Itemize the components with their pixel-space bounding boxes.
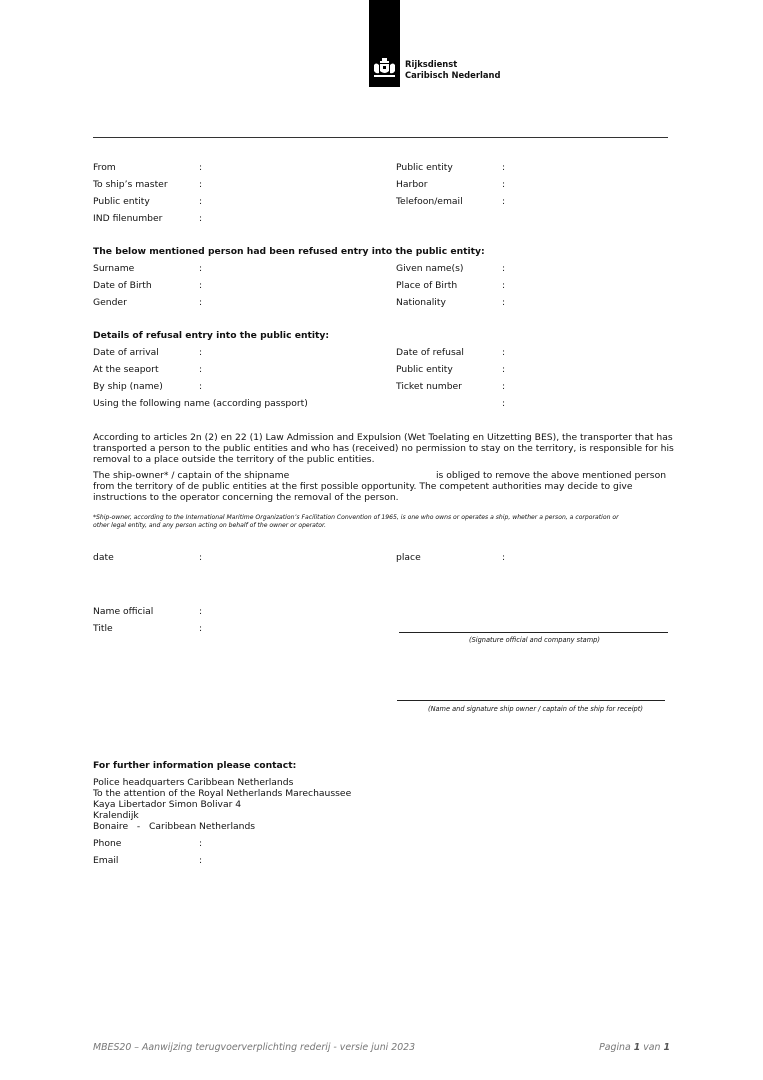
colon: :	[502, 347, 506, 358]
legal-footnote	[93, 514, 619, 530]
label-ind-filenumber: IND filenumber	[93, 213, 163, 224]
legal-p2-line3: instructions to the operator concerning the removal of the person.	[93, 492, 399, 503]
colon: :	[199, 196, 203, 207]
legal-p2-line1a: The ship-owner* / captain of the shipname	[93, 470, 290, 481]
label-email: Email	[93, 855, 119, 866]
page-middle: van	[643, 1042, 661, 1053]
colon: :	[199, 213, 203, 224]
label-date-of-refusal: Date of refusal	[396, 347, 464, 358]
footer-page-number	[599, 1042, 670, 1053]
label-public-entity-right: Public entity	[396, 162, 453, 173]
page-total: 1	[663, 1042, 670, 1053]
label-surname: Surname	[93, 263, 135, 274]
legal-p1-line1: According to articles 2n (2) en 22 (1) Law Admission and Expulsion (Wet Toelating en Uitzetting BES), the transporter that has	[93, 432, 673, 443]
label-public-entity: Public entity	[93, 196, 150, 207]
signature-caption-official: (Signature official and company stamp)	[469, 636, 600, 644]
legal-p2-line2: from the territory of de public entities at the first possible opportunity. The competent authorities may decide to give	[93, 481, 633, 492]
colon: :	[502, 364, 506, 375]
colon: :	[199, 552, 203, 563]
contact-line2: To the attention of the Royal Netherlands Marechaussee	[93, 788, 352, 799]
contact-heading: For further information please contact:	[93, 760, 297, 771]
legal-p2-line1b: is obliged to remove the above mentioned person	[436, 470, 667, 481]
legal-p1-line3: removal to a place outside the territory of the public entities.	[93, 454, 375, 465]
colon: :	[199, 297, 203, 308]
colon: :	[502, 179, 506, 190]
colon: :	[199, 179, 203, 190]
legal-paragraph-2	[93, 481, 673, 503]
legal-paragraph-1	[93, 432, 673, 465]
colon: :	[199, 280, 203, 291]
label-place-of-birth: Place of Birth	[396, 280, 458, 291]
refusal-section-heading: Details of refusal entry into the public entity:	[93, 330, 330, 341]
label-by-ship: By ship (name)	[93, 381, 163, 392]
org-name-line2: Caribisch Nederland	[405, 70, 501, 80]
org-name-line1: Rijksdienst	[405, 59, 458, 69]
footer-doc-title: MBES20 – Aanwijzing terugvoerverplichting rederij - versie juni 2023	[93, 1042, 416, 1053]
label-harbor: Harbor	[396, 179, 428, 190]
label-ticket-number: Ticket number	[396, 381, 462, 392]
label-title: Title	[93, 623, 113, 634]
label-date-of-arrival: Date of arrival	[93, 347, 159, 358]
footnote-line2: other legal entity, and any person acting on behalf of the owner or operator.	[93, 522, 326, 529]
colon: :	[199, 347, 203, 358]
label-at-the-seaport: At the seaport	[93, 364, 159, 375]
contact-line5: Bonaire - Caribbean Netherlands	[93, 821, 256, 832]
colon: :	[199, 606, 203, 617]
label-place: place	[396, 552, 421, 563]
coat-of-arms-icon	[372, 58, 397, 78]
label-nationality: Nationality	[396, 297, 446, 308]
page-prefix: Pagina	[599, 1042, 631, 1053]
colon: :	[502, 381, 506, 392]
label-using-name: Using the following name (according passport)	[93, 398, 308, 409]
colon: :	[199, 364, 203, 375]
signature-line-captain	[397, 700, 665, 701]
label-from: From	[93, 162, 116, 173]
contact-line3: Kaya Libertador Simon Bolivar 4	[93, 799, 242, 810]
label-to-ship-master: To ship’s master	[93, 179, 168, 190]
label-date: date	[93, 552, 114, 563]
label-phone: Phone	[93, 838, 122, 849]
colon: :	[502, 196, 506, 207]
label-given-names: Given name(s)	[396, 263, 464, 274]
colon: :	[199, 838, 203, 849]
label-public-entity-refusal: Public entity	[396, 364, 453, 375]
person-section-heading: The below mentioned person had been refused entry into the public entity:	[93, 246, 485, 257]
colon: :	[502, 552, 506, 563]
colon: :	[199, 381, 203, 392]
page-number: 1	[633, 1042, 641, 1053]
label-name-official: Name official	[93, 606, 154, 617]
label-date-of-birth: Date of Birth	[93, 280, 152, 291]
colon: :	[199, 623, 203, 634]
label-gender: Gender	[93, 297, 127, 308]
contact-line1: Police headquarters Caribbean Netherlands	[93, 777, 294, 788]
contact-address	[93, 777, 673, 832]
colon: :	[199, 162, 203, 173]
colon: :	[199, 855, 203, 866]
colon: :	[502, 280, 506, 291]
colon: :	[502, 162, 506, 173]
label-telefoon-email: Telefoon/email	[396, 196, 463, 207]
colon: :	[199, 263, 203, 274]
colon: :	[502, 263, 506, 274]
organization-name	[405, 59, 500, 81]
footnote-line1: *Ship-owner, according to the International Maritime Organization’s Facilitation Convention of 1965, is one who owns or operates a ship, whether a person, a corporation or	[93, 514, 619, 521]
colon: :	[502, 398, 506, 409]
legal-p1-line2: transported a person to the public entities and who has (received) no permission to stay on the territory, is responsible for his	[93, 443, 674, 454]
signature-caption-captain: (Name and signature ship owner / captain of the ship for receipt)	[428, 705, 643, 713]
colon: :	[502, 297, 506, 308]
logo-bar	[369, 0, 400, 87]
header-divider	[93, 137, 668, 138]
contact-line4: Kralendijk	[93, 810, 139, 821]
signature-line-official	[399, 632, 668, 633]
